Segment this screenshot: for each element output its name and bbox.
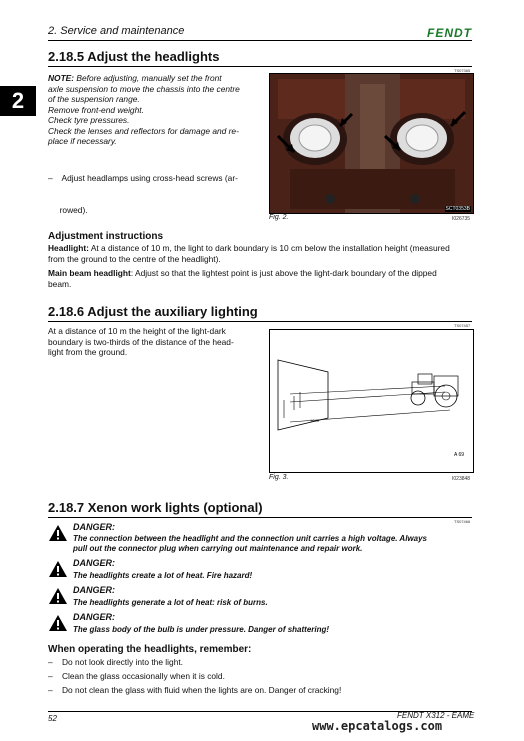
- note-label: NOTE:: [48, 73, 75, 83]
- fig2-code: I026735: [452, 216, 471, 222]
- danger-text: The headlights create a lot of heat. Fire hazard!: [73, 571, 253, 580]
- remember-bullet: – Do not clean the glass with fluid when the lights are on. Danger of cracking!: [48, 685, 342, 695]
- diagram-tag: A 69: [454, 452, 465, 458]
- figure-headlights-photo: [269, 73, 474, 214]
- section-rule: [48, 517, 472, 518]
- bullet-line: rowed).: [48, 204, 88, 215]
- tractor-front-illustration: [270, 74, 473, 213]
- note-line: Check the lenses and reflectors for damage and re-: [48, 125, 239, 136]
- headlight-text: At a distance of 10 m, the light to dark boundary is 10 cm below the installation height (measured: [88, 243, 450, 253]
- note-block: [48, 73, 258, 147]
- danger-label: DANGER:: [73, 585, 115, 595]
- section-rule: [48, 66, 472, 67]
- aux-line: boundary is two-thirds of the distance of the head-: [48, 336, 234, 347]
- section-code: TS07365: [454, 68, 471, 73]
- headlight-text: from the ground to the centre of the headlight).: [48, 253, 221, 264]
- warning-triangle-icon: [48, 560, 68, 578]
- fig2-caption: Fig. 2.: [269, 214, 289, 221]
- fig3-caption: Fig. 3.: [269, 474, 289, 481]
- danger-text: The glass body of the bulb is under pressure. Danger of shattering!: [73, 625, 330, 634]
- aux-line: light from the ground.: [48, 347, 128, 357]
- main-beam-text: beam.: [48, 278, 72, 289]
- section-code: TS07466: [454, 519, 471, 524]
- note-line: axle suspension to move the chassis into the centre: [48, 83, 240, 94]
- figure-beam-diagram: [269, 329, 474, 473]
- note-line: Before adjusting, manually set the front: [74, 73, 222, 83]
- photo-tag: SCT0353B: [445, 206, 470, 212]
- danger-label: DANGER:: [73, 558, 115, 568]
- adjust-bullet: [48, 152, 258, 226]
- brand-logo: FENDT: [427, 26, 472, 40]
- danger-line: pull out the connector plug when carrying out maintenance and repair work.: [73, 544, 363, 553]
- section-title-xenon: 2.18.7 Xenon work lights (optional): [48, 500, 263, 515]
- headlight-label: Headlight:: [48, 243, 89, 253]
- danger-label: DANGER:: [73, 522, 115, 532]
- remember-heading: When operating the headlights, remember:: [48, 644, 252, 655]
- adjustment-heading: Adjustment instructions: [48, 231, 164, 242]
- main-beam-label: Main beam headlight: [48, 268, 131, 278]
- main-beam-text: : Adjust so that the lightest point is just above the light-dark boundary of the dipped: [130, 268, 437, 278]
- warning-triangle-icon: [48, 587, 68, 605]
- section-code: TS07457: [454, 323, 471, 328]
- chapter-tab: 2: [0, 86, 36, 116]
- note-line: of the suspension range.: [48, 94, 140, 104]
- danger-text: [73, 534, 473, 554]
- note-line: Check tyre pressures.: [48, 115, 130, 125]
- note-line: place if necessary.: [48, 136, 117, 146]
- danger-text: The headlights generate a lot of heat: risk of burns.: [73, 598, 268, 607]
- danger-line: The connection between the headlight and the connection unit carries a high voltage. Always: [73, 534, 427, 543]
- headlight-instruction: [48, 243, 478, 264]
- warning-triangle-icon: [48, 614, 68, 632]
- diagram-distance-label: 10 m: [310, 418, 319, 423]
- fig3-code: I023848: [452, 476, 471, 482]
- section-title-auxiliary: 2.18.6 Adjust the auxiliary lighting: [48, 304, 258, 319]
- section-title-headlights: 2.18.5 Adjust the headlights: [48, 49, 220, 64]
- page-number: 52: [48, 714, 57, 723]
- note-line: Remove front-end weight.: [48, 104, 144, 115]
- footer-model: FENDT X312 - EAME: [397, 711, 475, 720]
- aux-line: At a distance of 10 m the height of the light-dark: [48, 326, 226, 336]
- main-beam-instruction: [48, 268, 478, 289]
- header-rule: [48, 40, 472, 41]
- bullet-line: – Adjust headlamps using cross-head screws (ar-: [48, 173, 238, 183]
- section-rule: [48, 321, 472, 322]
- danger-label: DANGER:: [73, 612, 115, 622]
- warning-triangle-icon: [48, 524, 68, 542]
- running-header: 2. Service and maintenance: [48, 25, 185, 37]
- watermark: www.epcatalogs.com: [312, 719, 443, 733]
- remember-bullet: – Do not look directly into the light.: [48, 657, 184, 667]
- auxiliary-text: [48, 326, 258, 358]
- remember-bullet: – Clean the glass occasionally when it is cold.: [48, 671, 225, 681]
- beam-diagram: [270, 330, 473, 472]
